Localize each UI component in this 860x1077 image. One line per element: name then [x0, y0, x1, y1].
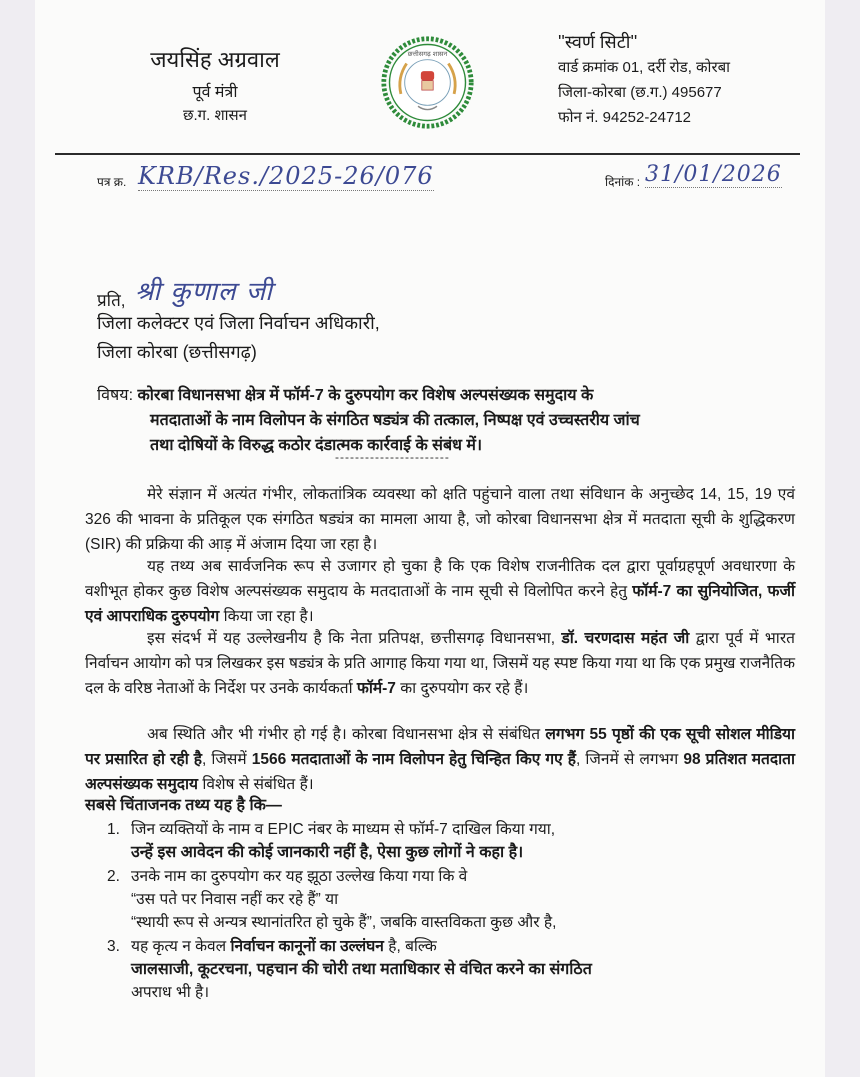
paragraph-2-text: यह तथ्य अब सार्वजनिक रूप से उजागर हो चुका है कि एक विशेष राजनीतिक दल द्वारा पूर्वाग्रहपूर्ण अवधारणा के वशीभूत होकर कुछ विशेष अल्पसंख्यक समुदाय के मतदाताओं के नाम सूची से विलोपित करने हेतु [85, 558, 795, 600]
paragraph-2-emphasis: फॉर्म-7 का सुनियोजित, फर्जी एवं आपराधिक दुरुपयोग [85, 583, 795, 625]
list-item-line: उन्हें इस आवेदन की कोई जानकारी नहीं है, ऐसा कुछ लोगों ने कहा है। [131, 844, 524, 861]
list-number: 1. [107, 821, 120, 838]
paragraph-3-text-end: का दुरुपयोग कर रहे हैं। [395, 680, 529, 697]
list-item-line: जालसाजी, कूटरचना, पहचान की चोरी तथा मताधिकार से वंचित करने का संगठित [131, 961, 592, 978]
list-item-emphasis: निर्वाचन कानूनों का उल्लंघन [230, 938, 384, 955]
paragraph-3-form-ref: फॉर्म-7 [356, 680, 396, 697]
paragraph-3-text: इस संदर्भ में यह उल्लेखनीय है कि नेता प्रतिपक्ष, छत्तीसगढ़ विधानसभा, [147, 630, 562, 647]
list-item-line: “उस पते पर निवास नहीं कर रहे हैं” या [131, 891, 339, 908]
list-item [107, 935, 807, 1004]
recipient-district: जिला कोरबा (छत्तीसगढ़) [97, 342, 257, 362]
list-number: 3. [107, 938, 120, 955]
list-item-line: उनके नाम का दुरुपयोग कर यह झूठा उल्लेख किया गया कि वे [131, 868, 468, 885]
subject-separator: ----------------------- [335, 450, 450, 464]
header-divider [55, 153, 800, 155]
concerns-lead: सबसे चिंताजनक तथ्य यह है कि— [85, 797, 282, 814]
subject-line-1: कोरबा विधानसभा क्षेत्र में फॉर्म-7 के दुरुपयोग कर विशेष अल्पसंख्यक समुदाय के [137, 387, 594, 404]
subject-block [97, 383, 802, 458]
paragraph-4-list-info: लगभग 55 पृष्ठों की एक सूची सोशल मीडिया पर प्रसारित हो रही है [85, 726, 795, 768]
reference-label: पत्र क्र. [97, 175, 127, 189]
list-item-line [131, 935, 807, 958]
paragraph-4-text-3: , जिनमें से लगभग [576, 751, 684, 768]
subject-line-2: मतदाताओं के नाम विलोपन के संगठित षड्यंत्र की तत्काल, निष्पक्ष एवं उच्चस्तरीय जांच [150, 412, 640, 429]
paragraph-1: मेरे संज्ञान में अत्यंत गंभीर, लोकतांत्रिक व्यवस्था को क्षति पहुंचाने वाला तथा संविधान के अनुच्छेद 14, 15, 19 एवं 326 की भावना के प्रतिकूल एक संगठित षड्यंत्र का मामला आया है, जो कोरबा विधानसभा क्षेत्र में मतदाता सूची के शुद्धिकरण (SIR) की प्रक्रिया की आड़ में अंजाम दिया जा रहा है। [85, 486, 795, 553]
phone-number: फोन नं. 94252-24712 [558, 109, 692, 126]
list-item-line: अपराध भी है। [131, 984, 210, 1001]
paragraph-4 [85, 722, 795, 797]
paragraph-2 [85, 554, 795, 629]
residence-name: ''स्वर्ण सिटी'' [558, 32, 638, 52]
address-line-1: वार्ड क्रमांक 01, दर्री रोड, कोरबा [558, 59, 731, 76]
paragraph-3-leader-name: डॉ. चरणदास महंत जी [561, 630, 690, 647]
list-item-line: “स्थायी रूप से अन्यत्र स्थानांतरित हो चुके हैं”, जबकि वास्तविकता कुछ और है, [131, 914, 557, 931]
paragraph-3-text-mid: द्वारा पूर्व में भारत निर्वाचन आयोग को पत्र लिखकर इस षड्यंत्र के प्रति आगाह किया गया था, जिसमें यह स्पष्ट किया गया था कि एक प्रमुख राजनैतिक दल के वरिष्ठ नेताओं के निर्देश पर उनके कार्यकर्ता [85, 630, 795, 697]
paragraph-2-text-end: किया जा रहा है। [219, 608, 314, 625]
chhattisgarh-emblem-icon [380, 35, 475, 130]
list-item [107, 865, 807, 934]
subject-label: विषय: [97, 387, 134, 404]
paragraph-4-percentage: 98 प्रतिशत मतदाता अल्पसंख्यक समुदाय [85, 751, 795, 793]
list-item-line: जिन व्यक्तियों के नाम व EPIC नंबर के माध्यम से फॉर्म-7 दाखिल किया गया, [131, 821, 556, 838]
paragraph-4-text-end: विशेष से संबंधित हैं। [198, 776, 314, 793]
recipient-label: प्रति, [97, 291, 126, 310]
sender-title: पूर्व मंत्री [192, 84, 238, 101]
list-item-text: है, बल्कि [383, 938, 437, 955]
reference-number: KRB/Res./2025-26/076 [138, 162, 434, 190]
letter-page [35, 0, 825, 1077]
date-label: दिनांक : [605, 175, 641, 189]
list-number: 2. [107, 868, 120, 885]
paragraph-3 [85, 626, 795, 701]
recipient-handwritten-name: श्री कुणाल जी [135, 277, 273, 307]
subject-line-3: तथा दोषियों के विरुद्ध कठोर दंडात्मक कार्रवाई के संबंध में। [150, 437, 483, 454]
letter-date: 31/01/2026 [645, 162, 782, 187]
paragraph-4-text-2: , जिसमें [202, 751, 252, 768]
paragraph-4-voter-count: 1566 मतदाताओं के नाम विलोपन हेतु चिन्हित किए गए हैं [251, 751, 576, 768]
emblem-label: छत्तीसगढ़ शासन [407, 49, 448, 58]
paragraph-4-text: अब स्थिति और भी गंभीर हो गई है। कोरबा विधानसभा क्षेत्र से संबंधित [147, 726, 546, 743]
list-item [107, 818, 807, 864]
sender-name: जयसिंह अग्रवाल [150, 47, 280, 72]
recipient-designation: जिला कलेक्टर एवं जिला निर्वाचन अधिकारी, [97, 313, 380, 333]
list-item-text: यह कृत्य न केवल [131, 938, 231, 955]
address-line-2: जिला-कोरबा (छ.ग.) 495677 [558, 84, 722, 101]
sender-government: छ.ग. शासन [182, 107, 247, 124]
